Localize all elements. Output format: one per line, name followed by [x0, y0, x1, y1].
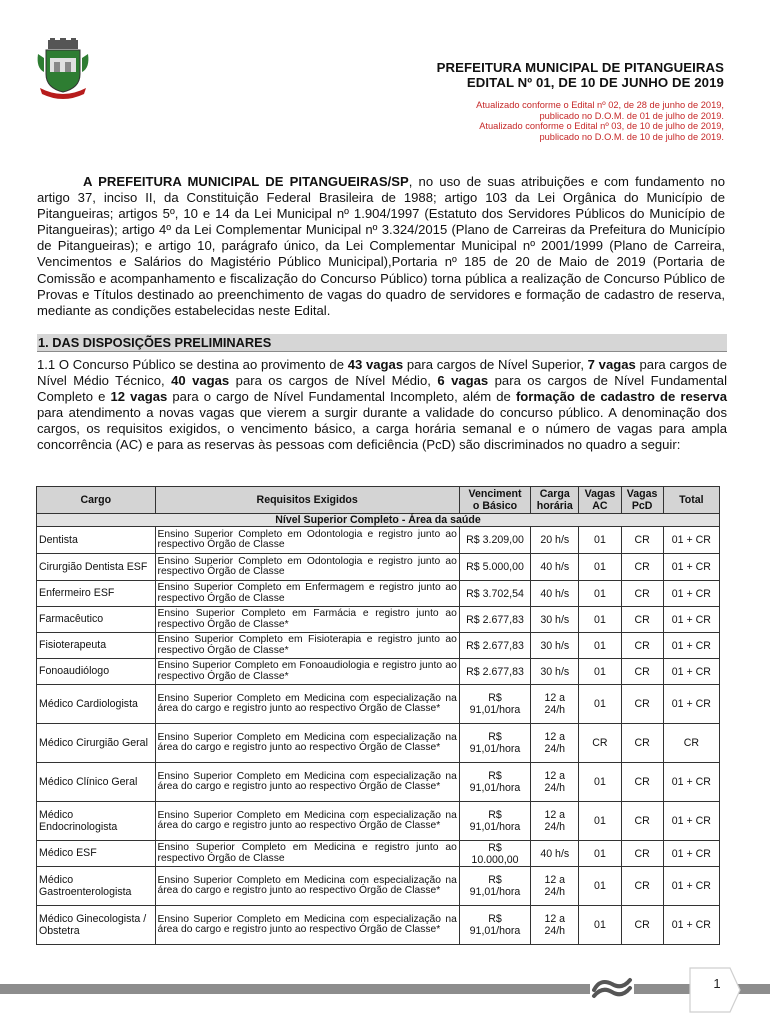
cell-total: 01 + CR — [663, 841, 719, 867]
text-run: para os cargos de Nível Fundamental Completo e — [37, 373, 728, 405]
text-run: para atendimento a novas vagas que vierem a surgir durante a validade do concurso público. A denominação dos cargos, os requisitos exigidos, o vencimento básico, a carga horária semanal e o número de vagas para ampla concorrência (AC) e para as reservas às pessoas com deficiência (PcD) são discriminados no quadro a seguir: — [37, 405, 727, 453]
value-line: 12 a — [544, 692, 566, 704]
cell-vagas-ac: 01 — [579, 607, 621, 633]
header-line: Vagas — [584, 488, 616, 500]
cell-vagas-ac: CR — [579, 724, 621, 763]
cell-carga — [531, 685, 579, 724]
header-line: Carga — [539, 488, 570, 500]
value-line: R$ — [488, 913, 502, 925]
cell-requisitos: Ensino Superior Completo em Medicina com especialização na área do cargo e registro junto ao respectivo Órgão de Classe* — [155, 763, 459, 802]
footer-band — [0, 984, 770, 994]
cell-requisitos: Ensino Superior Completo em Medicina com especialização na área do cargo e registro junto ao respectivo Órgão de Classe* — [155, 867, 459, 906]
cell-cargo: Médico Clínico Geral — [37, 763, 156, 802]
text-run-bold: 6 vagas — [437, 373, 489, 389]
table-group-row — [37, 514, 720, 527]
page-number: 1 — [713, 976, 721, 991]
cell-vagas-ac: 01 — [579, 633, 621, 659]
value-line: 24/h — [544, 886, 566, 898]
cell-vagas-pcd: CR — [621, 607, 663, 633]
value-line: 91,01/hora — [469, 743, 521, 755]
table-row — [37, 685, 720, 724]
cell-cargo: Médico Endocrinologista — [37, 802, 156, 841]
value-line: 12 a — [544, 770, 566, 782]
cell-cargo: Farmacêutico — [37, 607, 156, 633]
text-run: para cargos de Nível Médio Técnico, — [37, 357, 727, 389]
cell-total: 01 + CR — [663, 581, 719, 607]
cell-carga — [531, 802, 579, 841]
value-line: 24/h — [544, 743, 566, 755]
cell-vencimento: R$ 2.677,83 — [459, 659, 530, 685]
cell-cargo: Médico Cirurgião Geral — [37, 724, 156, 763]
cell-vagas-pcd: CR — [621, 867, 663, 906]
cell-total: 01 + CR — [663, 763, 719, 802]
cell-cargo: Fonoaudiólogo — [37, 659, 156, 685]
cell-vagas-pcd: CR — [621, 527, 663, 554]
cell-vencimento — [459, 906, 530, 945]
update-notes — [476, 100, 724, 142]
cell-vagas-ac: 01 — [579, 867, 621, 906]
cell-requisitos: Ensino Superior Completo em Odontologia e registro junto ao respectivo Órgão de Classe — [155, 527, 459, 554]
edital-number: EDITAL Nº 01, DE 10 DE JUNHO DE 2019 — [466, 75, 724, 90]
update-note: Atualizado conforme o Edital nº 03, de 10 de julho de 2019, — [479, 121, 724, 132]
chain-link-logo-icon — [590, 970, 634, 1004]
cell-vagas-ac: 01 — [579, 841, 621, 867]
cell-total: 01 + CR — [663, 685, 719, 724]
table-row — [37, 802, 720, 841]
section-heading — [37, 334, 727, 352]
cell-vagas-ac: 01 — [579, 554, 621, 581]
value-line: 24/h — [544, 704, 566, 716]
value-line: R$ — [488, 770, 502, 782]
cell-vagas-pcd: CR — [621, 802, 663, 841]
header-line: Venciment — [468, 488, 522, 500]
cell-carga: 30 h/s — [531, 659, 579, 685]
header-line: Vagas — [626, 488, 658, 500]
cell-vencimento — [459, 841, 530, 867]
value-line: 12 a — [544, 731, 566, 743]
intro-lead: A PREFEITURA MUNICIPAL DE PITANGUEIRAS/SP — [83, 174, 409, 189]
value-line: 24/h — [544, 925, 566, 937]
cell-carga: 30 h/s — [531, 607, 579, 633]
cell-cargo: Enfermeiro ESF — [37, 581, 156, 607]
header-line: PcD — [631, 500, 653, 512]
col-header-total: Total — [663, 487, 719, 514]
municipal-crest-icon — [34, 38, 92, 100]
table-row — [37, 581, 720, 607]
table-row — [37, 867, 720, 906]
text-run-bold: 7 vagas — [587, 357, 636, 372]
table-row — [37, 633, 720, 659]
cell-carga: 40 h/s — [531, 841, 579, 867]
intro-paragraph — [37, 174, 725, 319]
cell-vencimento — [459, 802, 530, 841]
cell-carga — [531, 867, 579, 906]
cell-cargo: Fisioterapeuta — [37, 633, 156, 659]
col-header-requisitos: Requisitos Exigidos — [155, 487, 459, 514]
cell-requisitos: Ensino Superior Completo em Medicina e registro junto ao respectivo Órgão de Classe — [155, 841, 459, 867]
cell-vencimento — [459, 724, 530, 763]
cell-vagas-ac: 01 — [579, 906, 621, 945]
table-row — [37, 724, 720, 763]
cell-vencimento: R$ 5.000,00 — [459, 554, 530, 581]
value-line: R$ — [488, 731, 502, 743]
section-title: 1. DAS DISPOSIÇÕES PRELIMINARES — [38, 335, 272, 350]
header-line: o Básico — [472, 500, 518, 512]
cell-cargo: Dentista — [37, 527, 156, 554]
cell-vencimento: R$ 3.702,54 — [459, 581, 530, 607]
document-header — [437, 60, 724, 90]
table-header-row — [37, 487, 720, 514]
cell-total: 01 + CR — [663, 554, 719, 581]
value-line: 91,01/hora — [469, 704, 521, 716]
cell-carga — [531, 906, 579, 945]
table-row — [37, 763, 720, 802]
cell-vagas-ac: 01 — [579, 802, 621, 841]
cell-vagas-pcd: CR — [621, 554, 663, 581]
update-note: publicado no D.O.M. de 01 de julho de 2019. — [539, 110, 724, 121]
cell-total: 01 + CR — [663, 659, 719, 685]
table-row — [37, 906, 720, 945]
cell-requisitos: Ensino Superior Completo em Odontologia e registro junto ao respectivo Órgão de Classe — [155, 554, 459, 581]
cell-vencimento: R$ 3.209,00 — [459, 527, 530, 554]
text-run-bold: formação de cadastro de reserva — [515, 389, 727, 405]
cell-total: 01 + CR — [663, 527, 719, 554]
cell-carga — [531, 763, 579, 802]
value-line: 91,01/hora — [469, 925, 521, 937]
group-label: Nível Superior Completo - Área da saúde — [37, 514, 720, 527]
text-run-bold: 12 vagas — [110, 389, 168, 405]
text-run: para o cargo de Nível Fundamental Incompleto, além de — [167, 389, 516, 405]
value-line: R$ — [488, 809, 502, 821]
value-line: R$ — [488, 841, 502, 854]
cell-vencimento — [459, 763, 530, 802]
col-header-vagas-pcd — [621, 487, 663, 514]
cell-vagas-pcd: CR — [621, 841, 663, 867]
cell-vagas-pcd: CR — [621, 685, 663, 724]
cell-carga: 30 h/s — [531, 633, 579, 659]
value-line: 12 a — [544, 874, 566, 886]
cell-vencimento — [459, 867, 530, 906]
cell-vagas-pcd: CR — [621, 581, 663, 607]
paragraph-1-1 — [37, 357, 727, 454]
text-run-bold: 43 vagas — [347, 357, 404, 372]
value-line: 24/h — [544, 821, 566, 833]
cell-vencimento: R$ 2.677,83 — [459, 607, 530, 633]
cell-requisitos: Ensino Superior Completo em Enfermagem e registro junto ao respectivo Órgão de Classe — [155, 581, 459, 607]
cell-vagas-pcd: CR — [621, 906, 663, 945]
cell-total: 01 + CR — [663, 607, 719, 633]
value-line: 12 a — [544, 809, 566, 821]
text-run: para os cargos de Nível Médio, — [229, 373, 438, 389]
cell-vagas-pcd: CR — [621, 659, 663, 685]
text-run-bold: 40 vagas — [171, 373, 230, 389]
update-note: Atualizado conforme o Edital nº 02, de 28 de junho de 2019, — [476, 100, 724, 110]
header-title: PREFEITURA MUNICIPAL DE PITANGUEIRAS — [436, 60, 724, 75]
col-header-vencimento — [459, 487, 530, 514]
intro-text: , no uso de suas atribuições e com fundamento no artigo 37, inciso II, da Constituição Federal Brasileira de 1988; artigo 103 da Lei Orgânica do Município de Pitangueiras; artigos 5º, 10 e 14 da Lei Municipal nº 1.904/1997 (Estatuto dos Servidores Públicos do Município de Pitangueiras); artigo 4º da Lei Complementar Municipal nº 3.324/2015 (Plano de Carreiras da Prefeitura do Município de Pitangueiras); e artigo 10, parágrafo único, da Lei Complementar Municipal nº 2001/1999 (Plano de Carreira, Vencimentos e Salários do Magistério Público Municipal),Portaria nº 185 de 20 de Maio de 2019 (Portaria de Comissão e acompanhamento e fiscalização do Concurso Público) torna pública a realização de Concurso Público de Provas e Títulos destinado ao preenchimento de vagas do quadro de servidores e formação de cadastro de reserva, mediante as condições estabelecidas neste Edital. — [37, 174, 726, 318]
col-header-vagas-ac — [579, 487, 621, 514]
cell-carga — [531, 724, 579, 763]
cell-requisitos: Ensino Superior Completo em Fonoaudiologia e registro junto ao respectivo Órgão de Classe* — [155, 659, 459, 685]
cell-vagas-ac: 01 — [579, 527, 621, 554]
cell-vagas-pcd: CR — [621, 724, 663, 763]
cell-carga: 40 h/s — [531, 554, 579, 581]
table-row — [37, 554, 720, 581]
value-line: R$ — [488, 874, 502, 886]
cell-total: 01 + CR — [663, 802, 719, 841]
update-note: publicado no D.O.M. de 10 de julho de 2019. — [539, 131, 724, 142]
value-line: R$ — [488, 692, 502, 704]
cell-requisitos: Ensino Superior Completo em Medicina com especialização na área do cargo e registro junto ao respectivo Órgão de Classe* — [155, 802, 459, 841]
cell-carga: 40 h/s — [531, 581, 579, 607]
cell-total: CR — [663, 724, 719, 763]
vacancies-table — [36, 486, 720, 945]
col-header-carga — [531, 487, 579, 514]
cell-vencimento — [459, 685, 530, 724]
cell-cargo: Médico ESF — [37, 841, 156, 867]
cell-requisitos: Ensino Superior Completo em Medicina com especialização na área do cargo e registro junto ao respectivo Órgão de Classe* — [155, 906, 459, 945]
cell-total: 01 + CR — [663, 906, 719, 945]
cell-vagas-pcd: CR — [621, 763, 663, 802]
cell-vencimento: R$ 2.677,83 — [459, 633, 530, 659]
cell-vagas-pcd: CR — [621, 633, 663, 659]
text-run: 1.1 O Concurso Público se destina ao provimento de — [37, 357, 348, 372]
table-row — [37, 841, 720, 867]
cell-total: 01 + CR — [663, 633, 719, 659]
cell-cargo: Médico Gastroenterologista — [37, 867, 156, 906]
value-line: 12 a — [544, 913, 566, 925]
cell-vagas-ac: 01 — [579, 659, 621, 685]
cell-requisitos: Ensino Superior Completo em Medicina com especialização na área do cargo e registro junto ao respectivo Órgão de Classe* — [155, 685, 459, 724]
text-run: para cargos de Nível Superior, — [403, 357, 588, 372]
cell-requisitos: Ensino Superior Completo em Farmácia e registro junto ao respectivo Órgão de Classe* — [155, 607, 459, 633]
table-row — [37, 659, 720, 685]
cell-carga: 20 h/s — [531, 527, 579, 554]
value-line: 91,01/hora — [469, 886, 521, 898]
table-row — [37, 527, 720, 554]
header-line: horária — [536, 500, 573, 512]
cell-vagas-ac: 01 — [579, 581, 621, 607]
value-line: 24/h — [544, 782, 566, 794]
cell-requisitos: Ensino Superior Completo em Medicina com especialização na área do cargo e registro junto ao respectivo Órgão de Classe* — [155, 724, 459, 763]
header-line: AC — [592, 500, 608, 512]
value-line: 10.000,00 — [471, 853, 519, 866]
cell-requisitos: Ensino Superior Completo em Fisioterapia e registro junto ao respectivo Órgão de Classe* — [155, 633, 459, 659]
cell-total: 01 + CR — [663, 867, 719, 906]
value-line: 91,01/hora — [469, 782, 521, 794]
value-line: 91,01/hora — [469, 821, 521, 833]
table-row — [37, 607, 720, 633]
cell-cargo: Médico Ginecologista / Obstetra — [37, 906, 156, 945]
cell-vagas-ac: 01 — [579, 763, 621, 802]
cell-cargo: Cirurgião Dentista ESF — [37, 554, 156, 581]
cell-cargo: Médico Cardiologista — [37, 685, 156, 724]
col-header-cargo: Cargo — [37, 487, 156, 514]
cell-vagas-ac: 01 — [579, 685, 621, 724]
